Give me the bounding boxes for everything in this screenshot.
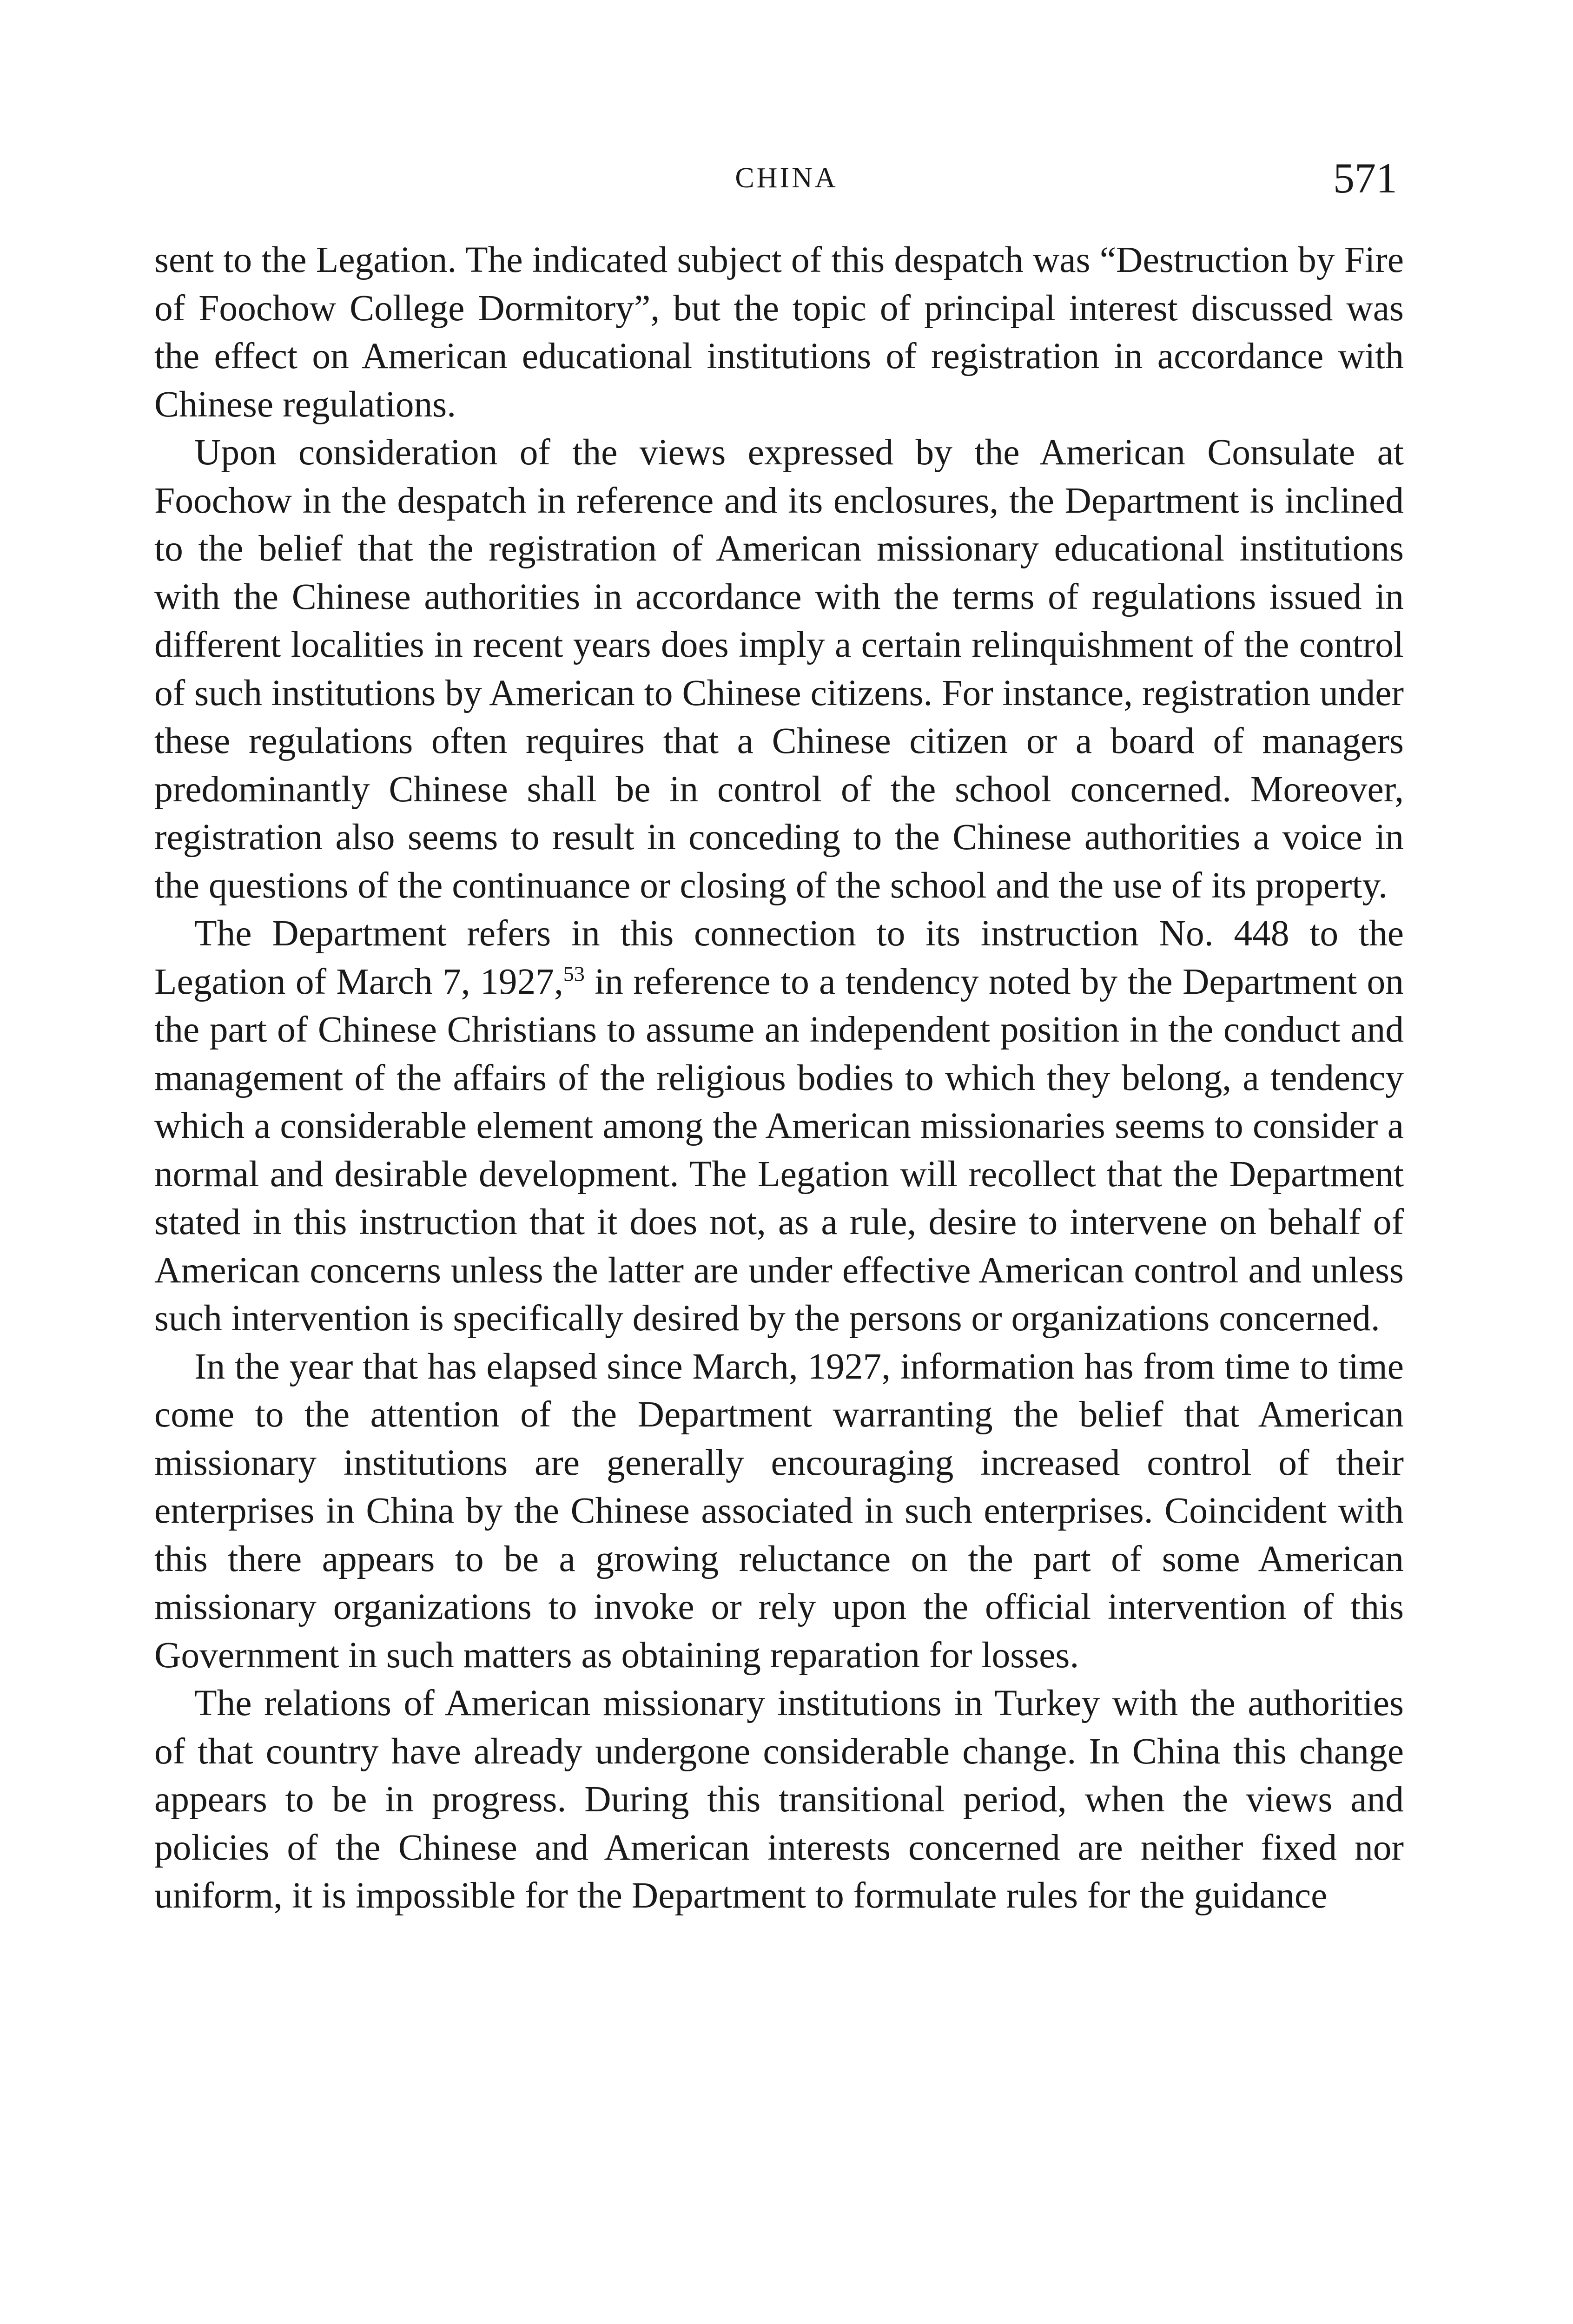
paragraph-1: sent to the Legation. The indicated subject of this despatch was “Destruction by Fire of Foochow College Dormitory”, but the topic of principal interest discussed was the effect on American educational institutions of registration in accordance with Chinese regulations.	[154, 239, 1404, 425]
running-head	[0, 153, 1573, 209]
paragraph-2: Upon consideration of the views expressed by the American Consulate at Foochow in the despatch in reference and its enclosures, the Department is inclined to the belief that the registration of American missionary educational institutions with the Chinese authorities in accordance with the terms of regulations issued in different localities in recent years does imply a certain relinquishment of the control of such institutions by American to Chinese citizens. For instance, registration under these regulations often requires that a Chinese citizen or a board of managers predominantly Chinese shall be in control of the school concerned. Moreover, registration also seems to result in conceding to the Chinese authorities a voice in the questions of the continuance or closing of the school and the use of its property.	[154, 432, 1404, 906]
running-title: CHINA	[735, 162, 838, 194]
body-text	[154, 236, 1404, 1920]
paragraph-3-text-start: The Department refers in this connection to its instruction No. 448 to the Legation of March 7, 1927,	[154, 913, 1404, 1002]
paragraph-3	[154, 910, 1404, 1343]
footnote-reference: 53	[563, 962, 585, 985]
paragraph-3-text-end: in reference to a tendency noted by the Department on the part of Chinese Christians to assume an independent position in the conduct and management of the affairs of the religious bodies to which they belong, a tendency which a considerable element among the American missionaries seems to consider a normal and desirable development. The Legation will recollect that the Department stated in this instruction that it does not, as a rule, desire to intervene on behalf of American concerns unless the latter are under effective American control and unless such intervention is specifically desired by the persons or organizations concerned.	[154, 961, 1404, 1339]
paragraph-4: In the year that has elapsed since March, 1927, information has from time to time come to the attention of the Department warranting the belief that American missionary institutions are generally encouraging increased control of their enterprises in China by the Chinese associated in such enterprises. Coincident with this there appears to be a growing reluctance on the part of some American missionary organizations to invoke or rely upon the official intervention of this Government in such matters as obtaining reparation for losses.	[154, 1346, 1404, 1676]
page-number: 571	[1333, 154, 1397, 202]
paragraph-5: The relations of American missionary institutions in Turkey with the authorities of that country have already undergone considerable change. In China this change appears to be in progress. During this transitional period, when the views and policies of the Chinese and American interests concerned are neither fixed nor uniform, it is impossible for the Department to formulate rules for the guidance	[154, 1683, 1404, 1916]
